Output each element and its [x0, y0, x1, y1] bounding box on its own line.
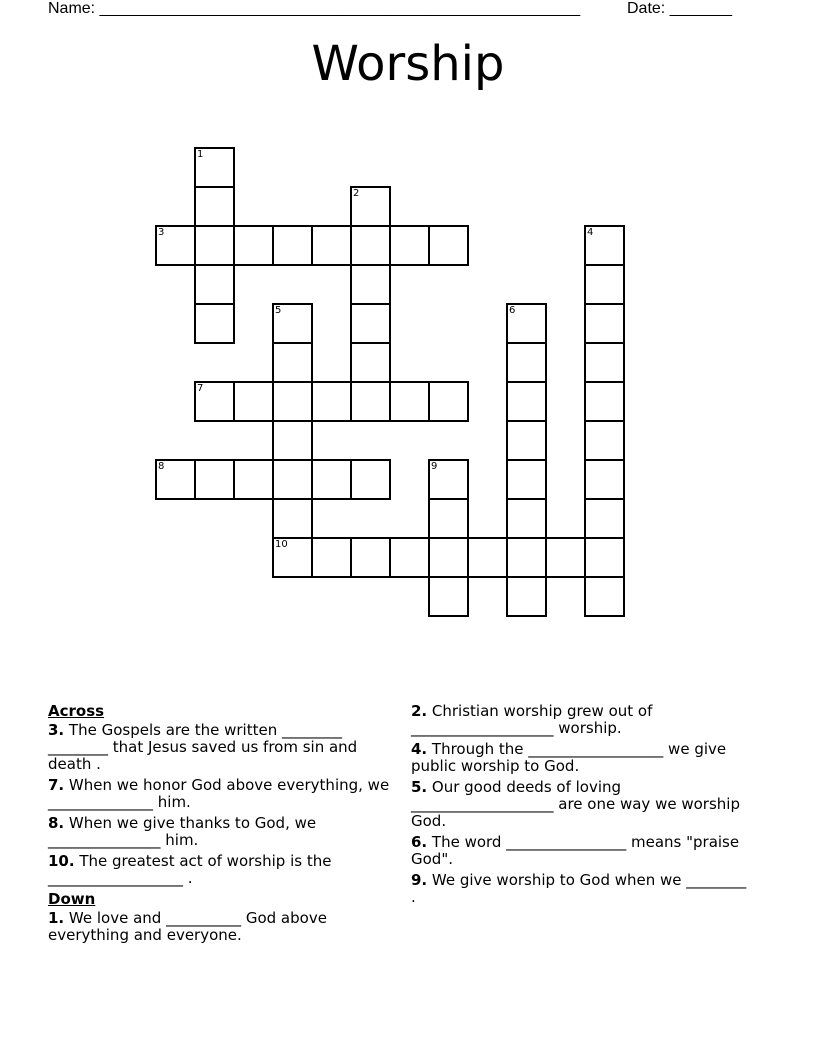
clue-number: 4. [411, 740, 428, 758]
grid-cell[interactable] [584, 537, 625, 578]
grid-cell[interactable] [311, 225, 352, 266]
grid-cell[interactable] [350, 225, 391, 266]
grid-cell[interactable] [311, 381, 352, 422]
grid-cell[interactable] [194, 186, 235, 227]
grid-cell[interactable] [155, 225, 196, 266]
grid-cell[interactable] [272, 459, 313, 500]
grid-cell[interactable] [272, 420, 313, 461]
clue-text: The greatest act of worship is the __________________ . [48, 852, 332, 887]
grid-cell[interactable] [506, 303, 547, 344]
grid-cell[interactable] [350, 303, 391, 344]
grid-cell[interactable] [233, 225, 274, 266]
grid-cell[interactable] [350, 537, 391, 578]
grid-cell[interactable] [194, 381, 235, 422]
puzzle-title: Worship [311, 36, 505, 92]
clue-text: When we give thanks to God, we _______________ him. [48, 814, 317, 849]
grid-cell[interactable] [350, 264, 391, 305]
clue-text: Christian worship grew out of ___________________ worship. [411, 702, 653, 737]
clues-right-column [411, 703, 751, 910]
grid-cell[interactable] [506, 537, 547, 578]
grid-cell[interactable] [584, 342, 625, 383]
grid-cell[interactable] [584, 498, 625, 539]
grid-cell[interactable] [584, 225, 625, 266]
clue-number: 10. [48, 852, 75, 870]
grid-cell[interactable] [584, 420, 625, 461]
clue-number: 3. [48, 721, 65, 739]
clue-across-8 [48, 815, 393, 849]
clue-number: 8. [48, 814, 65, 832]
clue-number: 2. [411, 702, 428, 720]
grid-cell[interactable] [428, 498, 469, 539]
grid-cell[interactable] [272, 303, 313, 344]
grid-cell[interactable] [272, 225, 313, 266]
cell-number: 10 [275, 539, 288, 550]
grid-cell[interactable] [584, 264, 625, 305]
down-heading: Down [48, 890, 96, 908]
clue-number: 1. [48, 909, 65, 927]
grid-cell[interactable] [194, 303, 235, 344]
grid-cell[interactable] [194, 459, 235, 500]
grid-cell[interactable] [428, 225, 469, 266]
clue-across-3 [48, 722, 393, 773]
clue-down-6 [411, 834, 751, 868]
grid-cell[interactable] [233, 381, 274, 422]
across-heading: Across [48, 702, 105, 720]
clue-across-7 [48, 777, 393, 811]
grid-cell[interactable] [428, 459, 469, 500]
clue-down-5 [411, 779, 751, 830]
cell-number: 9 [431, 461, 438, 472]
grid-cell[interactable] [506, 459, 547, 500]
grid-cell[interactable] [389, 225, 430, 266]
clue-down-9 [411, 872, 751, 906]
grid-cell[interactable] [350, 381, 391, 422]
clue-text: Our good deeds of loving ___________________ are one way we worship God. [411, 778, 740, 830]
grid-cell[interactable] [311, 459, 352, 500]
grid-cell[interactable] [428, 537, 469, 578]
cell-number: 2 [353, 188, 360, 199]
clue-text: The Gospels are the written ________ ________ that Jesus saved us from sin and death . [48, 721, 358, 773]
clue-down-4 [411, 741, 751, 775]
grid-cell[interactable] [272, 537, 313, 578]
grid-cell[interactable] [584, 576, 625, 617]
grid-cell[interactable] [467, 537, 508, 578]
clue-text: We give worship to God when we ________ . [411, 871, 747, 906]
clues-left-column [48, 703, 393, 948]
grid-cell[interactable] [233, 459, 274, 500]
clue-number: 9. [411, 871, 428, 889]
cell-number: 1 [197, 149, 204, 160]
grid-cell[interactable] [506, 576, 547, 617]
clue-number: 7. [48, 776, 65, 794]
cell-number: 5 [275, 305, 282, 316]
grid-cell[interactable] [272, 342, 313, 383]
cell-number: 8 [158, 461, 165, 472]
clue-text: When we honor God above everything, we ______________ him. [48, 776, 390, 811]
grid-cell[interactable] [311, 537, 352, 578]
grid-cell[interactable] [584, 381, 625, 422]
grid-cell[interactable] [584, 459, 625, 500]
date-line: Date: _______ [627, 0, 732, 17]
clue-text: Through the __________________ we give public worship to God. [411, 740, 727, 775]
grid-cell[interactable] [272, 498, 313, 539]
clue-text: The word ________________ means "praise God". [411, 833, 740, 868]
grid-cell[interactable] [272, 381, 313, 422]
grid-cell[interactable] [389, 381, 430, 422]
grid-cell[interactable] [350, 459, 391, 500]
grid-cell[interactable] [389, 537, 430, 578]
grid-cell[interactable] [350, 186, 391, 227]
name-line: Name: ______________________________________________________ [48, 0, 581, 17]
grid-cell[interactable] [506, 498, 547, 539]
clue-down-1 [48, 910, 393, 944]
clue-text: We love and __________ God above everything and everyone. [48, 909, 327, 944]
clue-down-2 [411, 703, 751, 737]
cell-number: 6 [509, 305, 516, 316]
clue-number: 5. [411, 778, 428, 796]
grid-cell[interactable] [155, 459, 196, 500]
cell-number: 4 [587, 227, 594, 238]
grid-cell[interactable] [545, 537, 586, 578]
grid-cell[interactable] [350, 342, 391, 383]
grid-cell[interactable] [194, 225, 235, 266]
clue-number: 6. [411, 833, 428, 851]
cell-number: 7 [197, 383, 204, 394]
grid-cell[interactable] [428, 576, 469, 617]
cell-number: 3 [158, 227, 165, 238]
grid-cell[interactable] [584, 303, 625, 344]
grid-cell[interactable] [506, 381, 547, 422]
grid-cell[interactable] [194, 264, 235, 305]
grid-cell[interactable] [506, 342, 547, 383]
grid-cell[interactable] [506, 420, 547, 461]
grid-cell[interactable] [428, 381, 469, 422]
clue-across-10 [48, 853, 393, 887]
grid-cell[interactable] [194, 147, 235, 188]
